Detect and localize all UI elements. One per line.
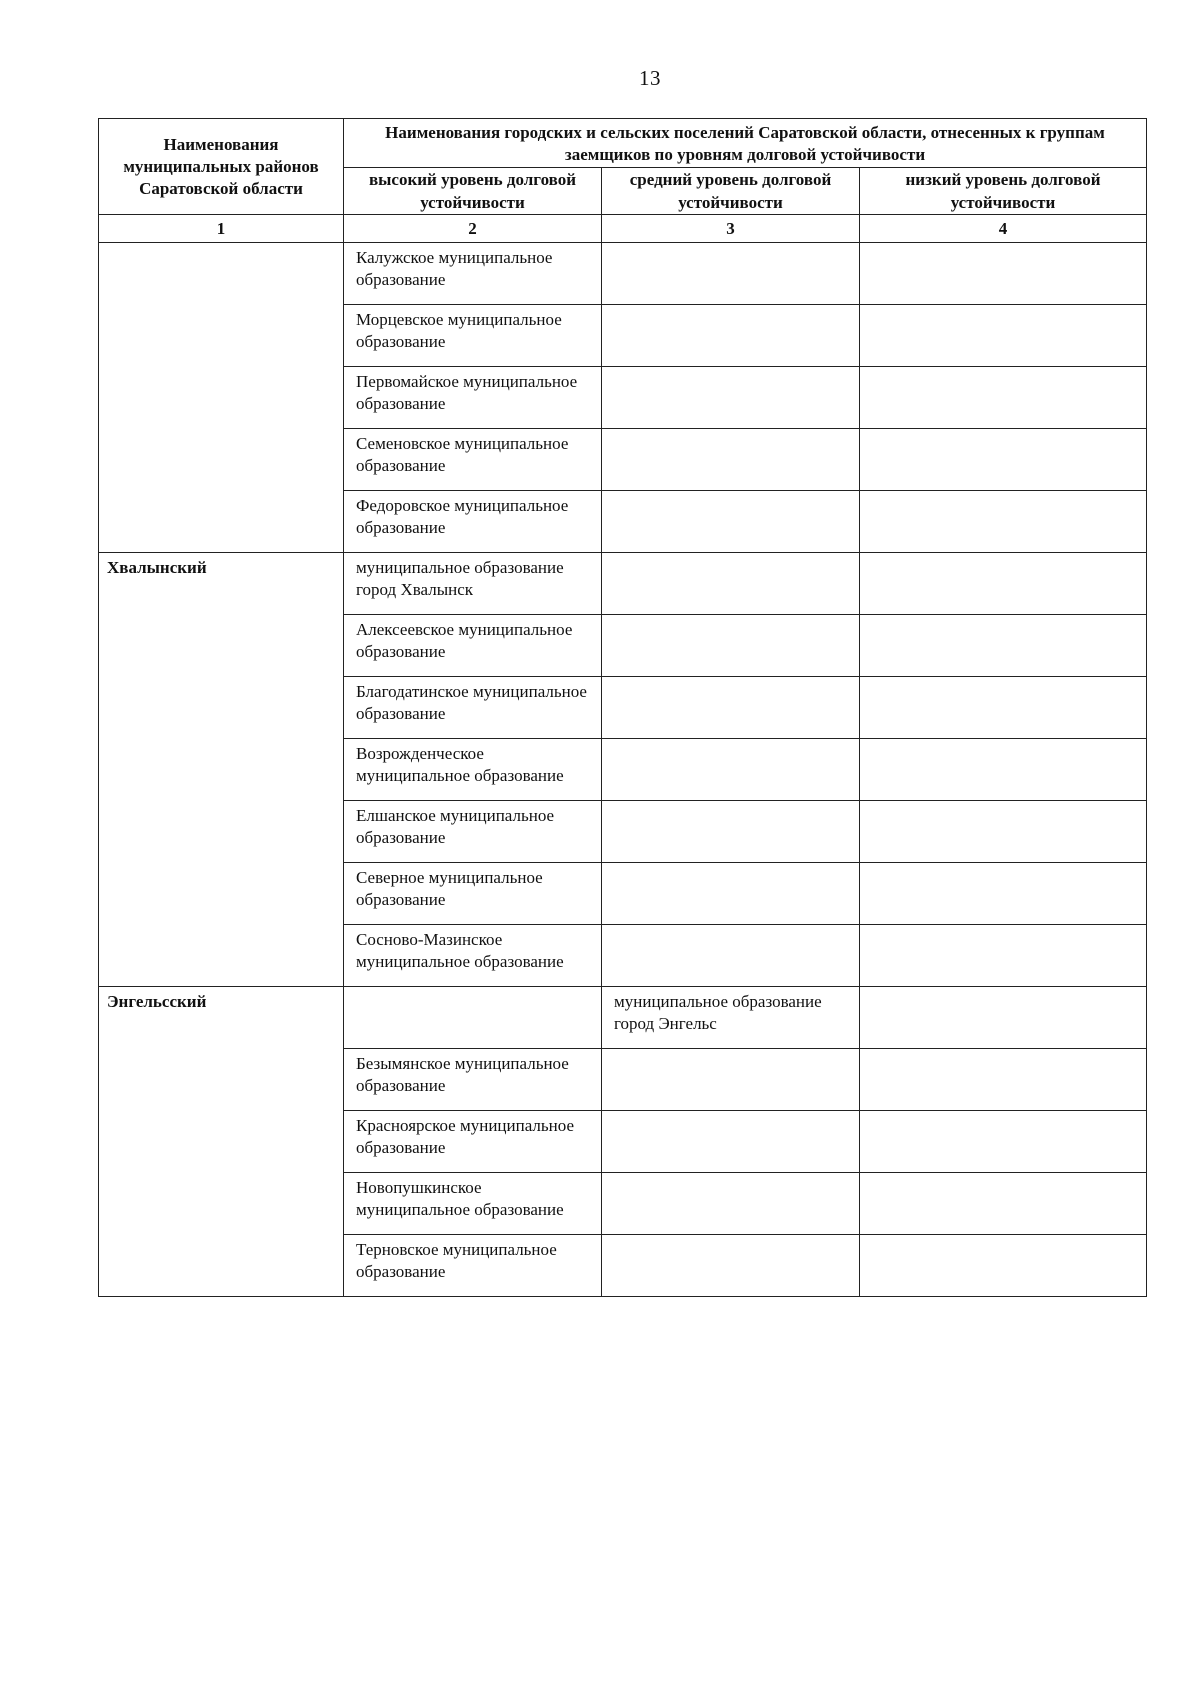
column-number: 4 [860, 215, 1147, 243]
column-number: 1 [99, 215, 344, 243]
header-medium-level: средний уровень долговой устойчивости [602, 168, 860, 215]
high-level-cell: Семеновское муниципальное образование [344, 429, 602, 491]
page-number: 13 [639, 66, 661, 90]
medium-level-cell [602, 925, 860, 987]
district-cell [99, 243, 344, 553]
high-level-cell: Благодатинское муниципальное образование [344, 677, 602, 739]
high-level-cell: Возрожденческое муниципальное образование [344, 739, 602, 801]
low-level-cell [860, 801, 1147, 863]
low-level-cell [860, 1173, 1147, 1235]
table-row [99, 243, 1147, 305]
low-level-cell [860, 677, 1147, 739]
medium-level-cell [602, 553, 860, 615]
medium-level-cell [602, 1111, 860, 1173]
high-level-cell: Первомайское муниципальное образование [344, 367, 602, 429]
medium-level-cell [602, 429, 860, 491]
high-level-cell [344, 987, 602, 1049]
low-level-cell [860, 243, 1147, 305]
low-level-cell [860, 1235, 1147, 1297]
low-level-cell [860, 491, 1147, 553]
high-level-cell: Северное муниципальное образование [344, 863, 602, 925]
low-level-cell [860, 553, 1147, 615]
high-level-cell: Федоровское муниципальное образование [344, 491, 602, 553]
high-level-cell: Калужское муниципальное образование [344, 243, 602, 305]
table-body [99, 243, 1147, 1297]
high-level-cell: Морцевское муниципальное образование [344, 305, 602, 367]
table-row [99, 987, 1147, 1049]
column-number: 2 [344, 215, 602, 243]
low-level-cell [860, 1049, 1147, 1111]
medium-level-cell [602, 243, 860, 305]
low-level-cell [860, 987, 1147, 1049]
low-level-cell [860, 925, 1147, 987]
column-number: 3 [602, 215, 860, 243]
high-level-cell: Новопушкинское муниципальное образование [344, 1173, 602, 1235]
header-high-level: высокий уровень долговой устойчивости [344, 168, 602, 215]
medium-level-cell [602, 367, 860, 429]
high-level-cell: Красноярское муниципальное образование [344, 1111, 602, 1173]
header-group-title: Наименования городских и сельских поселений Саратовской области, отнесенных к группам заемщиков по уровням долговой устойчивости [344, 119, 1147, 168]
high-level-cell: муниципальное образование город Хвалынск [344, 553, 602, 615]
district-cell: Хвалынский [99, 553, 344, 987]
low-level-cell [860, 305, 1147, 367]
table-header [99, 119, 1147, 243]
medium-level-cell [602, 677, 860, 739]
table-row [99, 553, 1147, 615]
medium-level-cell [602, 1049, 860, 1111]
medium-level-cell [602, 615, 860, 677]
medium-level-cell [602, 491, 860, 553]
low-level-cell [860, 367, 1147, 429]
medium-level-cell [602, 1173, 860, 1235]
medium-level-cell [602, 739, 860, 801]
district-cell: Энгельсский [99, 987, 344, 1297]
low-level-cell [860, 429, 1147, 491]
medium-level-cell: муниципальное образование город Энгельс [602, 987, 860, 1049]
header-low-level: низкий уровень долговой устойчивости [860, 168, 1147, 215]
document-sheet [98, 118, 1146, 1297]
debt-sustainability-table [98, 118, 1147, 1297]
high-level-cell: Безымянское муниципальное образование [344, 1049, 602, 1111]
low-level-cell [860, 1111, 1147, 1173]
header-district-column: Наименования муниципальных районов Саратовской области [99, 119, 344, 215]
medium-level-cell [602, 801, 860, 863]
medium-level-cell [602, 305, 860, 367]
medium-level-cell [602, 863, 860, 925]
low-level-cell [860, 615, 1147, 677]
high-level-cell: Алексеевское муниципальное образование [344, 615, 602, 677]
low-level-cell [860, 863, 1147, 925]
high-level-cell: Сосново-Мазинское муниципальное образование [344, 925, 602, 987]
high-level-cell: Терновское муниципальное образование [344, 1235, 602, 1297]
medium-level-cell [602, 1235, 860, 1297]
low-level-cell [860, 739, 1147, 801]
high-level-cell: Елшанское муниципальное образование [344, 801, 602, 863]
